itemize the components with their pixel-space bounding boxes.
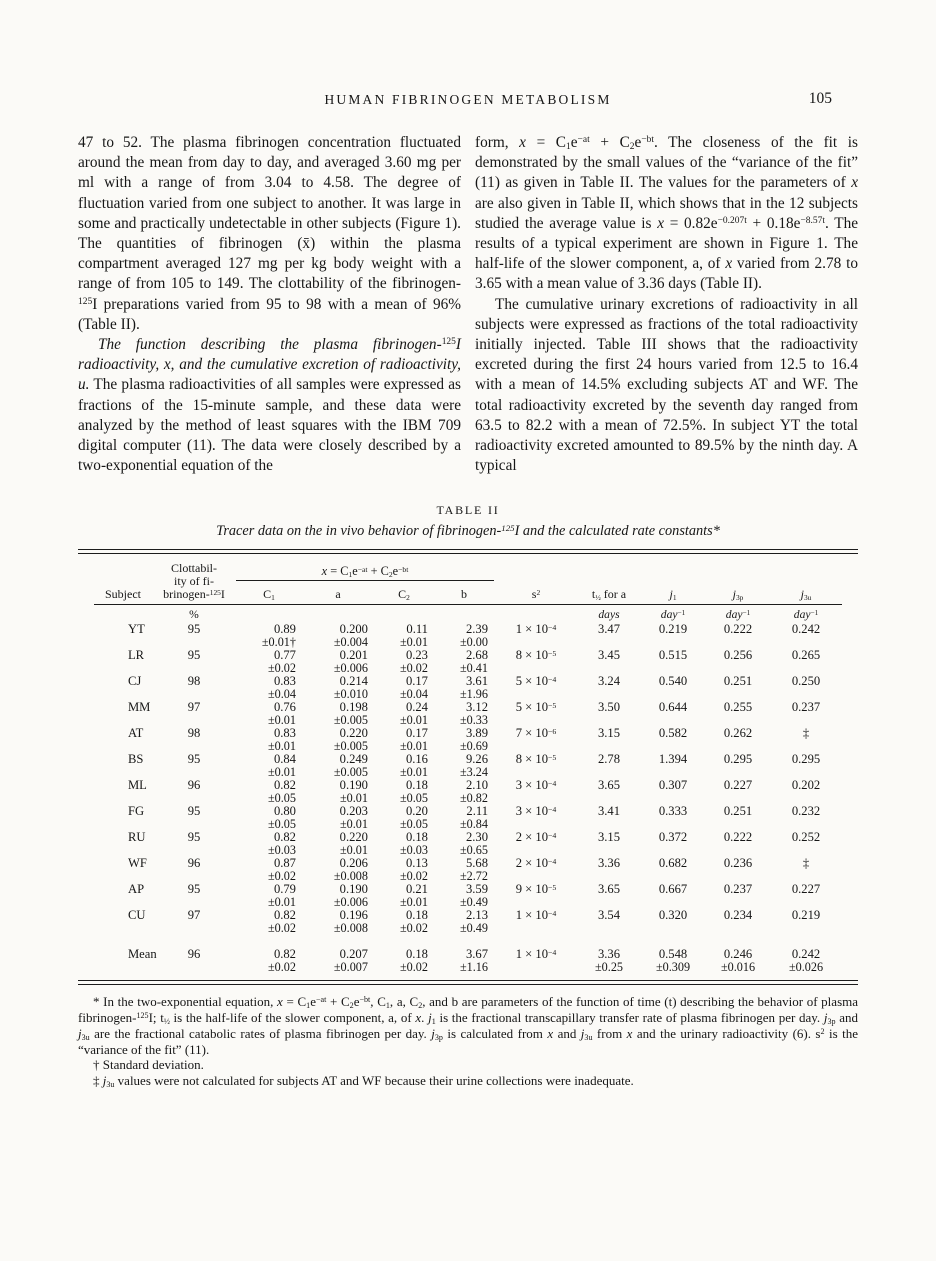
table-cell: 0.17 ±0.01 xyxy=(399,726,428,754)
table-bottom-rule xyxy=(78,980,858,985)
unit-cell xyxy=(494,605,578,624)
table-row xyxy=(94,883,842,909)
table-cell: 0.251 xyxy=(723,804,753,819)
table-cell: 3.89 ±0.69 xyxy=(459,726,488,754)
table-cell: $3 \times 10^{-4}$ xyxy=(515,804,557,819)
table-cell: $8 \times 10^{-5}$ xyxy=(515,752,557,767)
table-cell: 0.214 ±0.010 xyxy=(333,674,368,702)
table-cell: $5 \times 10^{-5}$ xyxy=(515,700,557,715)
table-cell: 0.83 ±0.01 xyxy=(267,726,296,754)
table-cell: 0.237 xyxy=(791,700,821,715)
table-cell: 0.515 xyxy=(658,648,688,663)
table-cell: 2.10 ±0.82 xyxy=(459,778,488,806)
table-cell: 2.13 ±0.49 xyxy=(459,908,488,936)
table-caption: Tracer data on the in vivo behavior of fibrinogen-$^{125}$I and the calculated rate constants* xyxy=(216,523,720,540)
table-row xyxy=(94,701,842,727)
table-cell: 3.67 ±1.16 xyxy=(459,947,488,975)
table-cell: 0.295 xyxy=(723,752,753,767)
table-cell: AP xyxy=(127,882,145,897)
table-cell: 95 xyxy=(187,804,201,819)
table-cell: 0.582 xyxy=(658,726,688,741)
table-cell: 95 xyxy=(187,648,201,663)
table-cell: 0.201 ±0.006 xyxy=(333,648,368,676)
table-cell: 0.220 ±0.01 xyxy=(339,830,368,858)
left-column xyxy=(78,133,461,476)
table-cell: 0.234 xyxy=(723,908,753,923)
table-cell: $7 \times 10^{-6}$ xyxy=(515,726,557,741)
table-cell: 2.11 ±0.84 xyxy=(459,804,488,832)
table-row xyxy=(94,857,842,883)
paragraph-function-describing: The function describing the plasma fibrinogen-$^{125}$I radioactivity, x, and the cumulative excretion of radioactivity, u. The plasma radioactivities of all samples were expressed as fractions of the 15-minute sample, and these data were analyzed by the method of least squares with the IBM 709 digital computer (11). The data were closely described by a two-exponential equation of the xyxy=(78,336,461,475)
table-cell: 0.202 xyxy=(791,778,821,793)
col-header-j1: $j_1$ xyxy=(640,558,706,605)
table-cell: 0.644 xyxy=(658,700,688,715)
table-cell: AT xyxy=(127,726,144,741)
table-footnotes xyxy=(78,994,858,1088)
unit-cell: day$^{-1}$ xyxy=(660,608,686,622)
table-cell: 0.11 ±0.01 xyxy=(399,622,428,650)
table-row xyxy=(94,831,842,857)
table-cell: 0.222 xyxy=(723,830,753,845)
table-cell: 0.220 ±0.005 xyxy=(333,726,368,754)
table-cell: 0.246 ±0.016 xyxy=(720,947,756,975)
table-cell: ‡ xyxy=(802,726,810,741)
table-cell: $8 \times 10^{-5}$ xyxy=(515,648,557,663)
paragraph-form-equation: form, $x = C_1e^{-at} + C_2e^{-bt}$. The closeness of the fit is demonstrated by the small values of the “variance of the fit” (11) as given in Table II. The values for the parameters of x are also given in Table II, which shows that in the 12 subjects studied the average value is $x = 0.82e^{-0.207t} + 0.18e^{-8.57t}$. The results of a typical experiment are shown in Figure 1. The half-life of the slower component, a, of x varied from 2.78 to 3.65 with a mean value of 3.36 days (Table II). xyxy=(475,134,859,293)
table-cell: $2 \times 10^{-4}$ xyxy=(515,830,557,845)
table-cell: 0.232 xyxy=(791,804,821,819)
table-body xyxy=(94,605,842,975)
table-cell: 0.80 ±0.05 xyxy=(267,804,296,832)
table-cell: 0.540 xyxy=(658,674,688,689)
table-cell: 0.227 xyxy=(723,778,753,793)
table-cell: 0.219 xyxy=(658,622,688,637)
table-cell: FG xyxy=(127,804,145,819)
table-label: TABLE II xyxy=(436,503,500,518)
table-cell: 95 xyxy=(187,622,201,637)
table-cell: 0.18 ±0.02 xyxy=(399,908,428,936)
table-cell: 96 xyxy=(187,778,201,793)
table-cell: 3.41 xyxy=(597,804,621,819)
table-cell: 0.16 ±0.01 xyxy=(399,752,428,780)
table-cell: 0.207 ±0.007 xyxy=(333,947,368,975)
unit-cell: days xyxy=(598,608,620,622)
table-row xyxy=(94,675,842,701)
table-cell: 3.15 xyxy=(597,830,621,845)
page-header xyxy=(78,0,858,108)
table-cell: 0.252 xyxy=(791,830,821,845)
table-cell: 0.89 ±0.01† xyxy=(261,622,296,650)
table-cell: 0.237 xyxy=(723,882,753,897)
table-cell: 0.200 ±0.004 xyxy=(333,622,368,650)
table-cell: 0.196 ±0.008 xyxy=(333,908,368,936)
table-cell: 2.78 xyxy=(597,752,621,767)
table-cell: CJ xyxy=(127,674,142,689)
table-cell: $1 \times 10^{-4}$ xyxy=(515,908,557,923)
table-cell: $1 \times 10^{-4}$ xyxy=(515,947,557,962)
table-cell: 3.50 xyxy=(597,700,621,715)
table-cell: 0.251 xyxy=(723,674,753,689)
table-cell: 0.320 xyxy=(658,908,688,923)
table-cell: 5.68 ±2.72 xyxy=(459,856,488,884)
col-header-thalf: $t_{\frac{1}{2}}$ for a xyxy=(578,558,640,605)
table-cell: 0.20 ±0.05 xyxy=(399,804,428,832)
unit-cell xyxy=(302,605,374,624)
table-cell: BS xyxy=(127,752,144,767)
col-header-c2: $C_2$ xyxy=(374,581,434,605)
table-cell: 2.39 ±0.00 xyxy=(459,622,488,650)
table-cell: 0.21 ±0.01 xyxy=(399,882,428,910)
table-cell: 3.54 xyxy=(597,908,621,923)
table-cell: 97 xyxy=(187,700,201,715)
table-cell: LR xyxy=(127,648,145,663)
body-text xyxy=(78,133,858,476)
table-cell: 3.61 ±1.96 xyxy=(459,674,488,702)
col-header-c1: $C_1$ xyxy=(236,581,302,605)
col-header-s2: $s^2$ xyxy=(494,558,578,605)
tracer-data-table xyxy=(94,558,842,974)
table-top-rule xyxy=(78,549,858,554)
table-cell: 0.682 xyxy=(658,856,688,871)
table-cell: 0.222 xyxy=(723,622,753,637)
unit-cell xyxy=(94,605,152,624)
table-cell: 0.82 ±0.02 xyxy=(267,908,296,936)
table-cell: 0.79 ±0.01 xyxy=(267,882,296,910)
page-number: 105 xyxy=(808,90,832,107)
table-cell: 0.18 ±0.03 xyxy=(399,830,428,858)
unit-cell xyxy=(434,605,494,624)
table-cell: $9 \times 10^{-5}$ xyxy=(515,882,557,897)
table-cell: 3.47 xyxy=(597,622,621,637)
table-cell: Mean xyxy=(127,947,157,962)
table-cell: 0.13 ±0.02 xyxy=(399,856,428,884)
col-header-clottability: Clottabil- ity of fi- brinogen-$^{125}$I xyxy=(152,558,236,605)
table-cell: 0.82 ±0.05 xyxy=(267,778,296,806)
table-cell: 0.77 ±0.02 xyxy=(267,648,296,676)
table-cell: 0.76 ±0.01 xyxy=(267,700,296,728)
table-cell: 3.15 xyxy=(597,726,621,741)
table-cell: 0.295 xyxy=(791,752,821,767)
col-header-j3p: $j_{3p}$ xyxy=(706,558,770,605)
table-cell: 0.250 xyxy=(791,674,821,689)
table-cell: 0.190 ±0.01 xyxy=(339,778,368,806)
paragraph-cumulative-urinary: The cumulative urinary excretions of radioactivity in all subjects were expressed as fractions of the total radioactivity initially injected. Table III shows that the radioactivity excreted during the first 24 hours varied from 12.5 to 16.4 with a mean of 14.5% excluding subjects AT and WF. The total radioactivity excreted by the seventh day ranged from 63.5 to 82.2 with a mean of 72.5%. In subject YT the total radioactivity excreted amounted to 89.5% by the ninth day. A typical xyxy=(475,295,858,475)
table-cell: 95 xyxy=(187,882,201,897)
table-cell: RU xyxy=(127,830,146,845)
table-cell: 3.45 xyxy=(597,648,621,663)
col-header-b: b xyxy=(434,581,494,605)
table-cell: YT xyxy=(127,622,145,637)
table-cell: 2.30 ±0.65 xyxy=(459,830,488,858)
col-header-equation: $x = C_1e^{-at} + C_2e^{-bt}$ xyxy=(236,558,494,580)
table-cell: 0.262 xyxy=(723,726,753,741)
table-row xyxy=(94,753,842,779)
table-cell: 0.84 ±0.01 xyxy=(267,752,296,780)
unit-cell: day$^{-1}$ xyxy=(725,608,751,622)
table-cell: 3.36 ±0.25 xyxy=(594,947,624,975)
table-cell: 3.65 xyxy=(597,778,621,793)
unit-cell xyxy=(236,605,302,624)
table-cell: 0.82 ±0.02 xyxy=(267,947,296,975)
table-cell: 1.394 xyxy=(658,752,688,767)
table-cell: 0.18 ±0.05 xyxy=(399,778,428,806)
table-cell: ‡ xyxy=(802,856,810,871)
table-cell: 98 xyxy=(187,674,201,689)
table-cell: 0.198 ±0.005 xyxy=(333,700,368,728)
table-row xyxy=(94,623,842,649)
table-cell: 96 xyxy=(187,947,201,962)
table-cell: 0.255 xyxy=(723,700,753,715)
footnote-double-dagger: ‡ $j_{3u}$ values were not calculated for subjects AT and WF because their urine collections were inadequate. xyxy=(93,1072,634,1089)
table-cell: 3.24 xyxy=(597,674,621,689)
footnote-asterisk: * In the two-exponential equation, $x = C_1e^{-at} + C_2e^{-bt}$, $C_1$, a, $C_2$, and b are parameters of the function of time (t) describing the behavior of plasma fibrinogen-$^{125}$I; $t_{\frac{1}{2}}$ is the half-life of the slower component, a, of x. $j_1$ is the fractional transcapillary transfer rate of plasma fibrinogen per day. $j_{3p}$ and $j_{3u}$ are the fractional catabolic rates of plasma fibrinogen per day. $j_{3p}$ is calculated from x and $j_{3u}$ from x and the urinary radioactivity (6). $s^2$ is the “variance of the fit” (11). xyxy=(78,994,859,1057)
table-cell: 0.82 ±0.03 xyxy=(267,830,296,858)
table-cell: 95 xyxy=(187,830,201,845)
table-cell: 97 xyxy=(187,908,201,923)
table-cell: 0.242 xyxy=(791,622,821,637)
unit-cell xyxy=(374,605,434,624)
table-row xyxy=(94,805,842,831)
table-cell: 3.65 xyxy=(597,882,621,897)
table-cell: 0.83 ±0.04 xyxy=(267,674,296,702)
table-cell: 0.236 xyxy=(723,856,753,871)
table-cell: $5 \times 10^{-4}$ xyxy=(515,674,557,689)
footnote-dagger: † Standard deviation. xyxy=(93,1057,204,1073)
table-cell: 9.26 ±3.24 xyxy=(459,752,488,780)
table-cell: 0.24 ±0.01 xyxy=(399,700,428,728)
table-cell: 3.59 ±0.49 xyxy=(459,882,488,910)
table-row xyxy=(94,649,842,675)
table-cell: 0.227 xyxy=(791,882,821,897)
table-cell: $1 \times 10^{-4}$ xyxy=(515,622,557,637)
table-row xyxy=(94,779,842,805)
table-cell: 0.206 ±0.008 xyxy=(333,856,368,884)
right-column xyxy=(475,133,858,476)
table-cell: 0.242 ±0.026 xyxy=(788,947,824,975)
table-cell: 0.219 xyxy=(791,908,821,923)
table-cell: 96 xyxy=(187,856,201,871)
table-cell: 3.36 xyxy=(597,856,621,871)
table-cell: 98 xyxy=(187,726,201,741)
table-units-row xyxy=(94,605,842,624)
col-header-j3u: $j_{3u}$ xyxy=(770,558,842,605)
table-cell: 0.256 xyxy=(723,648,753,663)
table-row-mean xyxy=(94,935,842,974)
table-cell: 3.12 ±0.33 xyxy=(459,700,488,728)
table-cell: 0.667 xyxy=(658,882,688,897)
table-cell: $3 \times 10^{-4}$ xyxy=(515,778,557,793)
unit-cell: day$^{-1}$ xyxy=(793,608,819,622)
table-cell: 0.372 xyxy=(658,830,688,845)
table-ii-section xyxy=(78,503,858,1088)
table-cell: WF xyxy=(127,856,147,871)
table-cell: 0.333 xyxy=(658,804,688,819)
table-cell: MM xyxy=(127,700,151,715)
table-cell: 0.265 xyxy=(791,648,821,663)
col-header-a: a xyxy=(302,581,374,605)
table-cell: ML xyxy=(127,778,147,793)
table-cell: 0.23 ±0.02 xyxy=(399,648,428,676)
table-cell: CU xyxy=(127,908,146,923)
table-cell: 95 xyxy=(187,752,201,767)
table-cell: 0.17 ±0.04 xyxy=(399,674,428,702)
running-head-title: HUMAN FIBRINOGEN METABOLISM xyxy=(324,92,612,107)
table-cell: 0.190 ±0.006 xyxy=(333,882,368,910)
table-cell: 0.307 xyxy=(658,778,688,793)
table-row xyxy=(94,727,842,753)
table-cell: 0.18 ±0.02 xyxy=(399,947,428,975)
table-cell: 0.203 ±0.01 xyxy=(339,804,368,832)
table-cell: 2.68 ±0.41 xyxy=(459,648,488,676)
col-header-subject: Subject xyxy=(94,558,152,605)
unit-cell: % xyxy=(189,608,199,622)
paragraph-continuation: 47 to 52. The plasma fibrinogen concentration fluctuated around the mean from day to day, and averaged 3.60 mg per ml with a range of from 3.04 to 4.58. The degree of fluctuation varied from one subject to another. It was large in some and practically undetectable in other subjects (Figure 1). The quantities of fibrinogen (x̄) within the plasma compartment averaged 127 mg per kg body weight with a range of from 105 to 149. The clottability of the fibrinogen-$^{125}$I preparations varied from 95 to 98 with a mean of 96% (Table II). xyxy=(78,134,461,333)
table-cell: $2 \times 10^{-4}$ xyxy=(515,856,557,871)
table-row xyxy=(94,909,842,935)
table-cell: 0.548 ±0.309 xyxy=(655,947,691,975)
table-cell: 0.249 ±0.005 xyxy=(333,752,368,780)
table-cell: 0.87 ±0.02 xyxy=(267,856,296,884)
